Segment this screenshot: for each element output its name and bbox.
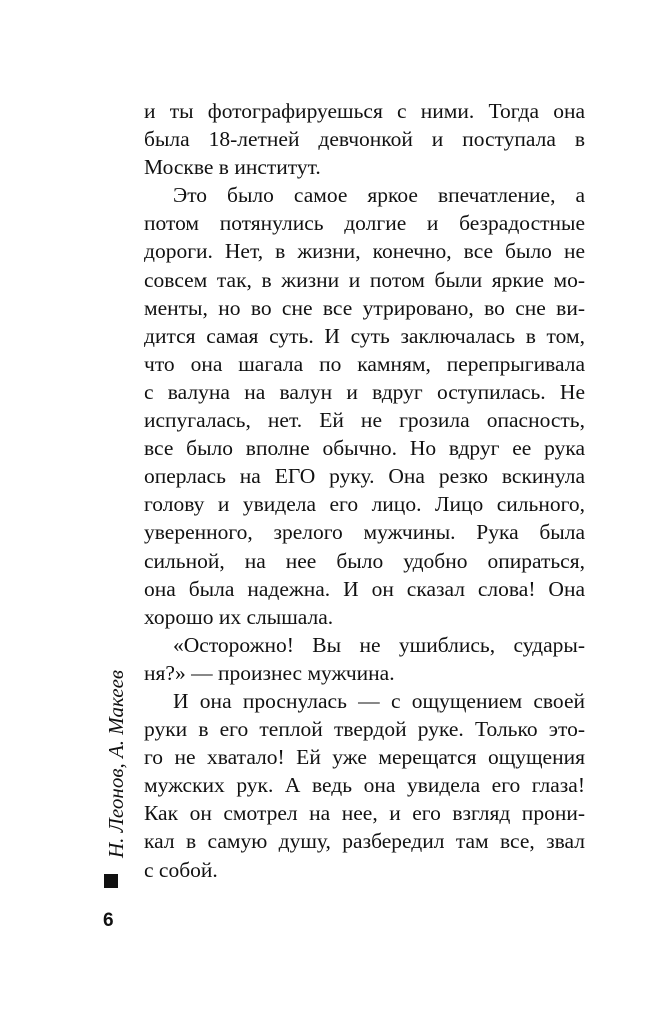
text-line: и ты фотографируешься с ними. Тогда она [144,99,585,123]
body-text [144,97,585,884]
text-line: руки в его теплой твердой руке. Только это- [144,717,585,742]
text-line: Как он смотрел на нее, и его взгляд прони- [144,801,585,826]
text-line: менты, но во сне все утрировано, во сне ви- [144,295,585,320]
text-line: Москве в институт. [144,155,321,180]
text-line: дится самая суть. И суть заключалась в том, [144,323,585,348]
text-line: что она шагала по камням, перепрыгивала [144,351,585,376]
text-line: дороги. Нет, в жизни, конечно, все было не [144,239,585,264]
text-line: испугалась, нет. Ей не грозила опасность, [144,408,585,433]
text-line: уверенного, зрелого мужчины. Рука была [144,520,585,545]
text-line: с валуна на валун и вдруг оступилась. Не [144,379,585,404]
square-bullet-icon [104,874,118,888]
text-line: Это было самое яркое впечатление, а [173,183,585,208]
text-line: кал в самую душу, разбередил там все, звал [144,829,585,854]
text-line: потом потянулись долгие и безрадостные [144,211,585,236]
text-line: сильной, на нее было удобно опираться, [144,548,585,573]
text-line: она была надежна. И он сказал слова! Она [144,576,585,601]
running-header-authors: Н. Леонов, А. Макеев [104,669,128,858]
text-line: с собой. [144,857,218,882]
text-line: была 18-летней девчонкой и поступала в [144,127,585,152]
text-line: хорошо их слышала. [144,604,334,629]
text-line: все было вполне обычно. Но вдруг ее рука [144,436,585,461]
text-line: ня?» — произнес мужчина. [144,660,395,685]
text-line: совсем так, в жизни и потом были яркие мо- [144,267,585,292]
text-line: «Осторожно! Вы не ушиблись, судары- [173,632,585,657]
text-line: И она проснулась — с ощущением своей [173,688,585,713]
page-number: 6 [103,910,114,931]
text-line: голову и увидела его лицо. Лицо сильного, [144,492,585,517]
text-line: го не хватало! Ей уже мерещатся ощущения [144,745,585,770]
text-line: оперлась на ЕГО руку. Она резко вскинула [144,464,585,489]
text-line: мужских рук. А ведь она увидела его глаза! [144,773,585,798]
